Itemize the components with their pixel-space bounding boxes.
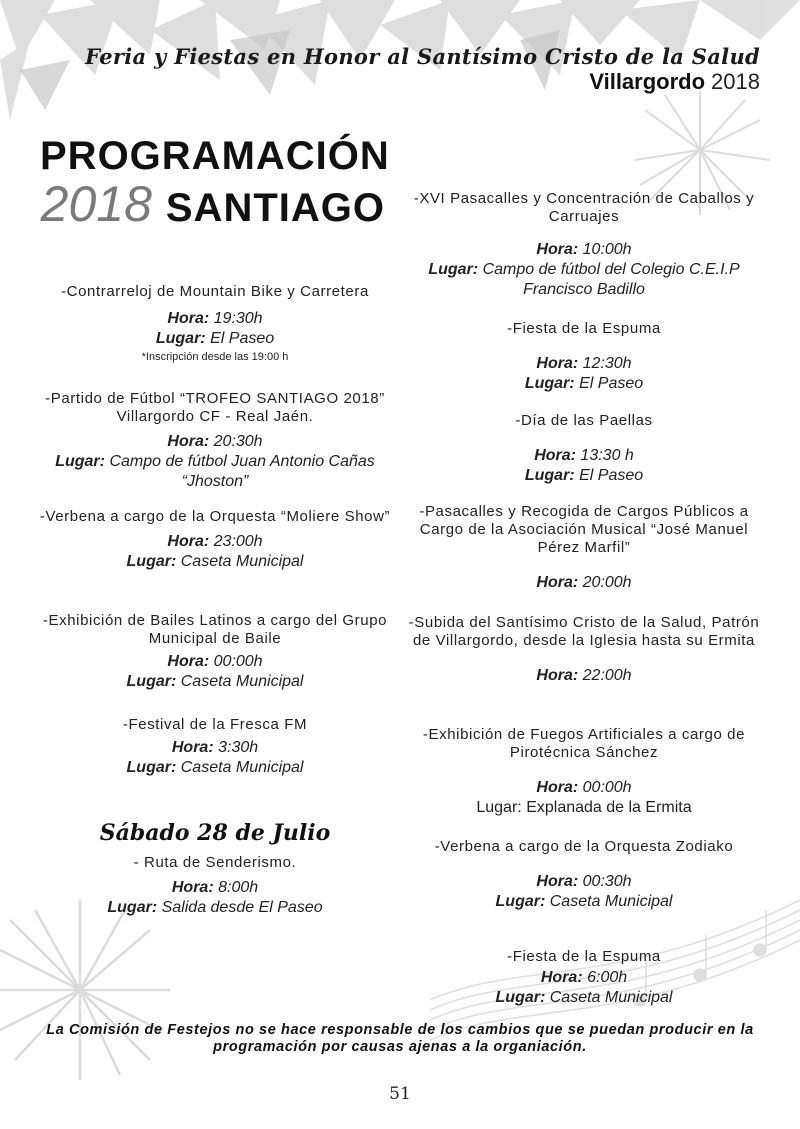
event-lugar: Campo de fútbol del Colegio C.E.I.P Francisco Badillo bbox=[482, 261, 740, 298]
event-left-2 bbox=[30, 508, 400, 572]
lugar-label: Lugar: bbox=[55, 453, 105, 470]
hora-label: Hora: bbox=[167, 533, 210, 550]
event-title: -Día de las Paellas bbox=[515, 412, 653, 429]
hora-label: Hora: bbox=[536, 574, 579, 591]
hora-label: Hora: bbox=[536, 241, 579, 258]
hora-label: Hora: bbox=[171, 879, 214, 896]
event-lugar: Caseta Municipal bbox=[180, 759, 304, 776]
event-right-5 bbox=[398, 726, 770, 818]
event-lugar: El Paseo bbox=[579, 375, 644, 392]
hora-label: Hora: bbox=[167, 310, 210, 327]
event-hora: 20:00h bbox=[582, 574, 632, 591]
event-lugar: Explanada de la Ermita bbox=[526, 799, 692, 816]
event-left-4 bbox=[30, 716, 400, 778]
event-title: -Verbena a cargo de la Orquesta Zodiako bbox=[434, 838, 734, 855]
event-title: -Contrarreloj de Mountain Bike y Carretera bbox=[61, 283, 369, 300]
event-title: -Verbena a cargo de la Orquesta “Moliere Show” bbox=[39, 508, 391, 525]
program-title bbox=[40, 134, 390, 233]
event-lugar: Caseta Municipal bbox=[180, 553, 304, 570]
event-lugar: El Paseo bbox=[210, 330, 275, 347]
event-right-0 bbox=[398, 190, 770, 300]
event-right-4 bbox=[398, 614, 770, 686]
event-title: -Fiesta de la Espuma bbox=[507, 320, 661, 337]
hora-label: Hora: bbox=[536, 667, 579, 684]
hora-label: Hora: bbox=[167, 653, 210, 670]
event-right-7 bbox=[398, 948, 770, 1008]
event-title: - Ruta de Senderismo. bbox=[133, 854, 297, 871]
saturday-section bbox=[30, 820, 400, 918]
lugar-label: Lugar: bbox=[495, 989, 546, 1006]
event-title: -Exhibición de Bailes Latinos a cargo del Grupo Municipal de Baile bbox=[42, 612, 388, 647]
event-hora: 00:00h bbox=[213, 653, 263, 670]
event-right-3 bbox=[398, 503, 770, 593]
event-title: -Subida del Santísimo Cristo de la Salud, Patrón de Villargordo, desde la Iglesia hasta su Ermita bbox=[408, 614, 760, 649]
lugar-label: Lugar: bbox=[126, 673, 177, 690]
lugar-label: Lugar: bbox=[126, 759, 177, 776]
event-hora: 22:00h bbox=[582, 667, 632, 684]
event-hora: 23:00h bbox=[213, 533, 263, 550]
event-right-1 bbox=[398, 320, 770, 394]
event-lugar: Caseta Municipal bbox=[180, 673, 304, 690]
festival-title: Feria y Fiestas en Honor al Santísimo Cristo de la Salud bbox=[85, 44, 760, 69]
lugar-label: Lugar: bbox=[524, 467, 575, 484]
event-hora: 19:30h bbox=[213, 310, 263, 327]
event-title: -Pasacalles y Recogida de Cargos Públicos a Cargo de la Asociación Musical “José Manuel Pérez Marfil” bbox=[419, 503, 749, 556]
event-lugar: Salida desde El Paseo bbox=[161, 899, 323, 916]
title-name: SANTIAGO bbox=[165, 186, 385, 230]
event-hora: 13:30 h bbox=[580, 447, 634, 464]
event-hora: 10:00h bbox=[582, 241, 632, 258]
event-hora: 12:30h bbox=[582, 355, 632, 372]
event-left-3 bbox=[30, 612, 400, 692]
event-title: -Partido de Fútbol “TROFEO SANTIAGO 2018” Villargordo CF - Real Jaén. bbox=[45, 390, 385, 425]
title-year: 2018 bbox=[40, 176, 152, 232]
lugar-label: Lugar: bbox=[524, 375, 575, 392]
lugar-label: Lugar: bbox=[107, 899, 158, 916]
town-name: Villargordo bbox=[589, 69, 706, 94]
event-left-0 bbox=[30, 283, 400, 365]
title-line1: PROGRAMACIÓN bbox=[40, 134, 390, 178]
hora-label: Hora: bbox=[540, 969, 583, 986]
event-left-1 bbox=[30, 390, 400, 492]
header-year: 2018 bbox=[711, 69, 760, 94]
hora-label: Hora: bbox=[167, 433, 210, 450]
page-number: 51 bbox=[389, 1084, 411, 1104]
event-hora: 20:30h bbox=[213, 433, 263, 450]
event-title: -XVI Pasacalles y Concentración de Caballos y Carruajes bbox=[413, 190, 755, 225]
lugar-label: Lugar: bbox=[155, 330, 206, 347]
event-hora: 00:00h bbox=[582, 779, 632, 796]
event-hora: 8:00h bbox=[218, 879, 259, 896]
hora-label: Hora: bbox=[171, 739, 214, 756]
lugar-label: Lugar: bbox=[428, 261, 479, 278]
day-heading: Sábado 28 de Julio bbox=[99, 820, 331, 846]
event-title: -Festival de la Fresca FM bbox=[122, 716, 308, 733]
event-right-2 bbox=[398, 412, 770, 486]
event-hora: 6:00h bbox=[587, 969, 628, 986]
hora-label: Hora: bbox=[536, 873, 579, 890]
event-title: -Exhibición de Fuegos Artificiales a cargo de Pirotécnica Sánchez bbox=[422, 726, 746, 761]
lugar-label: Lugar: bbox=[476, 799, 522, 816]
lugar-label: Lugar: bbox=[495, 893, 546, 910]
event-note: *Inscripción desde las 19:00 h bbox=[141, 351, 289, 363]
event-lugar: Caseta Municipal bbox=[549, 989, 673, 1006]
hora-label: Hora: bbox=[536, 779, 579, 796]
event-hora: 3:30h bbox=[218, 739, 259, 756]
hora-label: Hora: bbox=[534, 447, 576, 464]
page-header bbox=[85, 44, 760, 95]
disclaimer-text: La Comisión de Festejos no se hace responsable de los cambios que se puedan producir en la programación por causas ajenas a la organiación. bbox=[46, 1022, 754, 1055]
event-title: -Fiesta de la Espuma bbox=[507, 948, 661, 965]
event-lugar: El Paseo bbox=[579, 467, 644, 484]
event-hora: 00:30h bbox=[582, 873, 632, 890]
hora-label: Hora: bbox=[536, 355, 579, 372]
event-right-6 bbox=[398, 838, 770, 912]
event-lugar: Caseta Municipal bbox=[549, 893, 673, 910]
lugar-label: Lugar: bbox=[126, 553, 177, 570]
event-lugar: Campo de fútbol Juan Antonio Cañas “Jhoston” bbox=[109, 453, 375, 490]
